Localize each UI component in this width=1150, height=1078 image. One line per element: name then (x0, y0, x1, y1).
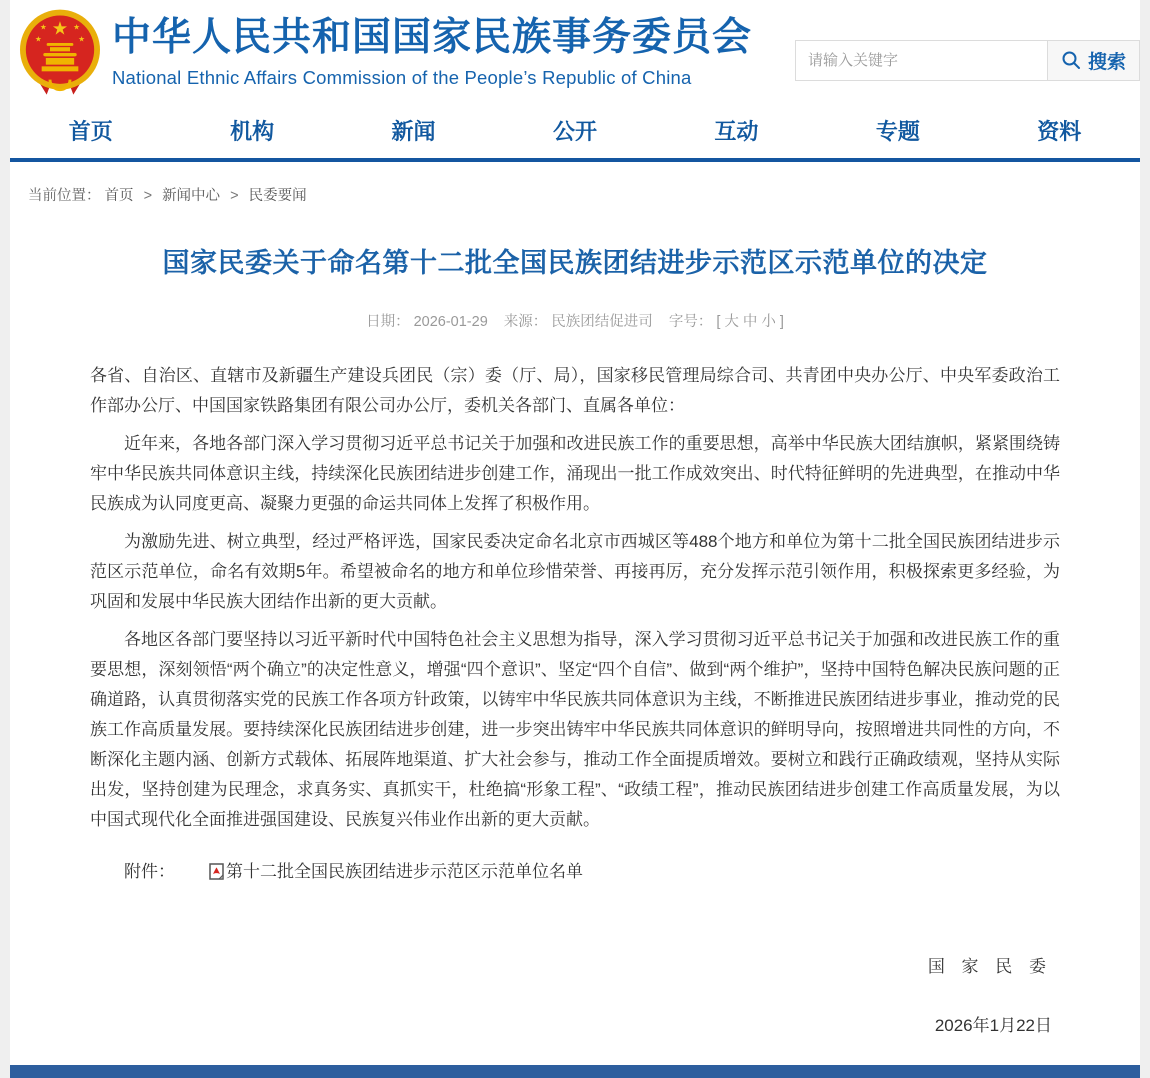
attachment-row (10, 857, 1140, 890)
breadcrumb-home[interactable]: 首页 (104, 188, 134, 204)
nav-item-disclosure[interactable]: 公开 (552, 119, 597, 144)
site-title-english: National Ethnic Affairs Commission of the People’s Republic of China (112, 66, 692, 88)
breadcrumb-separator: > (143, 188, 153, 204)
article-body (10, 361, 1140, 843)
site-header (10, 0, 1140, 105)
nav-item-interaction[interactable]: 互动 (714, 119, 759, 144)
svg-text:★: ★ (73, 22, 81, 32)
search-input[interactable] (796, 41, 1047, 80)
article-paragraph: 为激励先进、树立典型，经过严格评选，国家民委决定命名北京市西城区等488个地方和单位为第十二批全国民族团结进步示范区示范单位，命名有效期5年。希望被命名的地方和单位珍惜荣誉、再接再厉，充分发挥示范引领作用，积极探索更多经验，为巩固和发展中华民族大团结作出新的更大贡献。 (90, 532, 1060, 611)
article-meta (10, 310, 1140, 331)
attachment-link[interactable]: 第十二批全国民族团结进步示范区示范单位名单 (226, 862, 583, 881)
main-nav (10, 105, 1140, 162)
national-emblem-logo (18, 8, 102, 98)
svg-text:★: ★ (39, 22, 47, 32)
footer-divider-bar (10, 1065, 1140, 1078)
nav-item-home[interactable]: 首页 (68, 119, 113, 144)
font-size-large-button[interactable]: 大 (724, 314, 739, 330)
article-paragraph-salutation: 各省、自治区、直辖市及新疆生产建设兵团民（宗）委（厅、局），国家移民管理局综合司、共青团中央办公厅、中央军委政治工作部办公厅、中国国家铁路集团有限公司办公厅，委机关各部门、直属各单位： (90, 366, 1060, 415)
site-title-chinese: 中华人民共和国国家民族事务委员会 (112, 16, 753, 60)
signature-name: 国 家 民 委 (927, 957, 1052, 976)
page-container (10, 0, 1140, 1078)
font-size-label: 字号： (668, 314, 713, 330)
article-title: 国家民委关于命名第十二批全国民族团结进步示范区示范单位的决定 (162, 248, 988, 278)
nav-item-news[interactable]: 新闻 (391, 119, 436, 144)
breadcrumb-label: 当前位置： (28, 188, 101, 204)
font-size-medium-button[interactable]: 中 (742, 314, 758, 330)
breadcrumb-news-center[interactable]: 新闻中心 (162, 188, 221, 204)
svg-text:★: ★ (34, 34, 42, 44)
article-source-label: 来源： (503, 314, 548, 330)
search-button[interactable] (1047, 41, 1139, 80)
article-date-label: 日期： (366, 314, 410, 330)
breadcrumb-separator: > (230, 188, 239, 204)
svg-text:★: ★ (51, 17, 69, 39)
nav-item-resources[interactable]: 资料 (1037, 119, 1082, 144)
search-box (795, 40, 1140, 81)
article-source: 民族团结促进司 (551, 314, 653, 330)
signature-date: 2026年1月22日 (934, 1016, 1052, 1035)
site-title-block (112, 17, 752, 89)
nav-item-topics[interactable]: 专题 (875, 119, 920, 144)
article-paragraph: 近年来，各地各部门深入学习贯彻习近平总书记关于加强和改进民族工作的重要思想，高举中华民族大团结旗帜，紧紧围绕铸牢中华民族共同体意识主线，持续深化民族团结进步创建工作，涌现出一批工作成效突出、时代特征鲜明的先进典型，在推动中华民族成为认同度更高、凝聚力更强的命运共同体上发挥了积极作用。 (90, 434, 1060, 513)
font-size-bracket-close: ] (779, 314, 784, 330)
attachment-label: 附件： (124, 862, 175, 881)
pdf-file-icon (175, 860, 225, 890)
article-date: 2026-01-29 (413, 314, 488, 330)
breadcrumb (10, 162, 1140, 209)
search-button-label: 搜索 (1087, 51, 1126, 73)
font-size-small-button[interactable]: 小 (761, 314, 776, 330)
article-signature (10, 890, 1140, 1036)
search-icon (1061, 50, 1081, 70)
font-size-bracket-open: [ (716, 314, 721, 330)
svg-text:★: ★ (78, 34, 86, 44)
nav-item-organization[interactable]: 机构 (230, 119, 275, 144)
breadcrumb-current-section[interactable]: 民委要闻 (248, 188, 307, 204)
article-paragraph: 各地区各部门要坚持以习近平新时代中国特色社会主义思想为指导，深入学习贯彻习近平总书记关于加强和改进民族工作的重要思想，深刻领悟“两个确立”的决定性意义，增强“四个意识”、坚定“四个自信”、做到“两个维护”，坚持中国特色解决民族问题的正确道路，认真贯彻落实党的民族工作各项方针政策，以铸牢中华民族共同体意识为主线，不断推进民族团结进步事业，推动党的民族工作高质量发展。要持续深化民族团结进步创建，进一步突出铸牢中华民族共同体意识的鲜明导向，按照增进共同性的方向，不断深化主题内涵、创新方式载体、拓展阵地渠道、扩大社会参与，推动工作全面提质增效。要树立和践行正确政绩观，坚持从实际出发，坚持创建为民理念，求真务实、真抓实干，杜绝搞“形象工程”、“政绩工程”，推动民族团结进步创建工作高质量发展，为以中国式现代化全面推进强国建设、民族复兴伟业作出新的更大贡献。 (90, 630, 1060, 829)
